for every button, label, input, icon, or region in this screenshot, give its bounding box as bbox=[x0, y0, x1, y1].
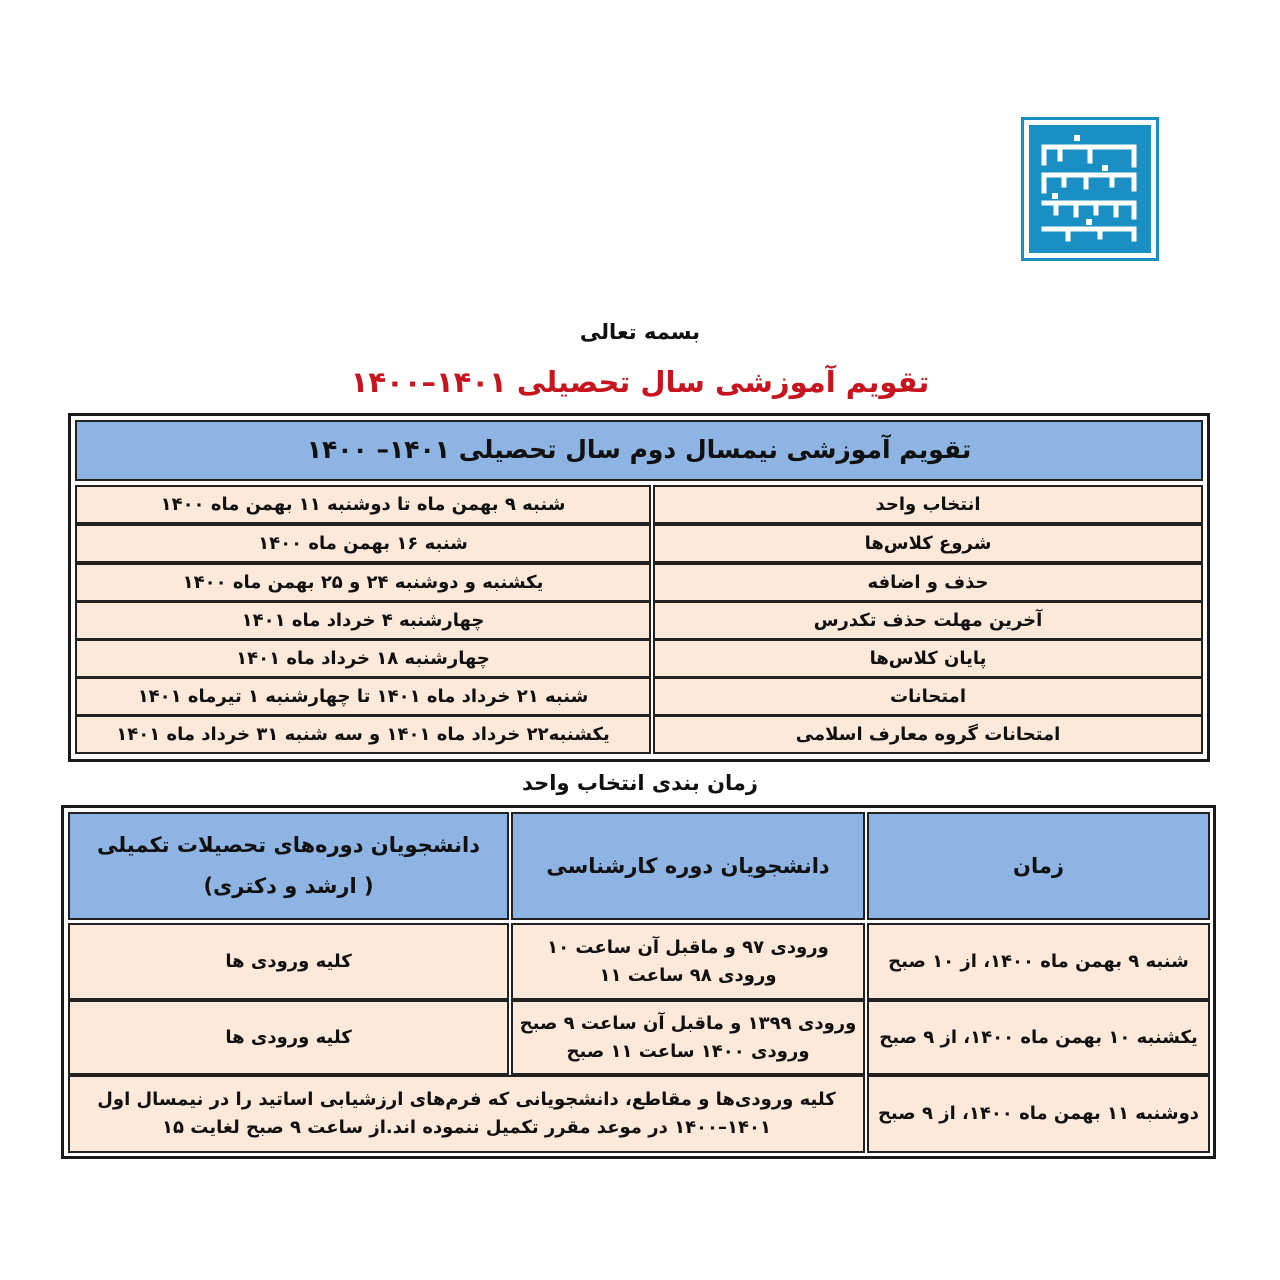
page-title: تقویم آموزشی سال تحصیلی ۱۴۰۱–۱۴۰۰ bbox=[350, 365, 930, 399]
calendar-event-cell: شروع کلاس‌ها bbox=[653, 524, 1203, 563]
calendar-event-cell: امتحانات گروه معارف اسلامی bbox=[653, 715, 1203, 754]
schedule-combined-line: ۱۴۰۱–۱۴۰۰ در موعد مقرر تکمیل ننموده اند.از ساعت ۹ صبح لغایت ۱۵ bbox=[162, 1117, 771, 1138]
schedule-bachelor-cell bbox=[511, 1000, 865, 1075]
calendar-event-cell: انتخاب واحد bbox=[653, 485, 1203, 524]
calendar-date-cell: یکشنبه۲۲ خرداد ماه ۱۴۰۱ و سه شنبه ۳۱ خرداد ماه ۱۴۰۱ bbox=[75, 715, 651, 754]
schedule-header-graduate bbox=[68, 812, 509, 920]
schedule-time-cell: دوشنبه ۱۱ بهمن ماه ۱۴۰۰، از ۹ صبح bbox=[867, 1075, 1210, 1153]
calendar-date-cell: شنبه ۹ بهمن ماه تا دوشنبه ۱۱ بهمن ماه ۱۴۰۰ bbox=[75, 485, 651, 524]
schedule-bachelor-line: ورودی ۹۷ و ماقبل آن ساعت ۱۰ bbox=[547, 936, 829, 958]
schedule-header-graduate-line1: دانشجویان دوره‌های تحصیلات تکمیلی bbox=[96, 833, 481, 858]
schedule-header-time: زمان bbox=[867, 812, 1210, 920]
schedule-bachelor-line: ورودی ۱۴۰۰ ساعت ۱۱ صبح bbox=[566, 1040, 810, 1062]
schedule-header-bachelor: دانشجویان دوره کارشناسی bbox=[511, 812, 865, 920]
schedule-header-graduate-line2: ( ارشد و دکتری) bbox=[203, 874, 374, 898]
calendar-event-cell: حذف و اضافه bbox=[653, 563, 1203, 602]
calendar-event-cell: پایان کلاس‌ها bbox=[653, 639, 1203, 678]
calendar-date-cell: یکشنبه و دوشنبه ۲۴ و ۲۵ بهمن ماه ۱۴۰۰ bbox=[75, 563, 651, 602]
schedule-time-cell: شنبه ۹ بهمن ماه ۱۴۰۰، از ۱۰ صبح bbox=[867, 923, 1210, 1000]
schedule-section-title: زمان بندی انتخاب واحد bbox=[522, 771, 758, 795]
schedule-bachelor-line: ورودی ۱۳۹۹ و ماقبل آن ساعت ۹ صبح bbox=[519, 1012, 857, 1034]
bismillah-heading: بسمه تعالی bbox=[579, 320, 701, 344]
schedule-combined-cell bbox=[68, 1075, 865, 1153]
calendar-date-cell: چهارشنبه ۴ خرداد ماه ۱۴۰۱ bbox=[75, 601, 651, 640]
schedule-bachelor-line: ورودی ۹۸ ساعت ۱۱ bbox=[599, 964, 777, 986]
calendar-date-cell: شنبه ۱۶ بهمن ماه ۱۴۰۰ bbox=[75, 524, 651, 563]
schedule-graduate-cell: کلیه ورودی ها bbox=[68, 1000, 509, 1075]
schedule-time-cell: یکشنبه ۱۰ بهمن ماه ۱۴۰۰، از ۹ صبح bbox=[867, 1000, 1210, 1075]
calendar-table-title: تقویم آموزشی نیمسال دوم سال تحصیلی ۱۴۰۱– ۱۴۰۰ bbox=[75, 420, 1203, 481]
schedule-bachelor-cell bbox=[511, 923, 865, 1000]
calendar-event-cell: امتحانات bbox=[653, 677, 1203, 716]
logo-calligraphy-icon bbox=[1029, 125, 1151, 253]
calendar-date-cell: چهارشنبه ۱۸ خرداد ماه ۱۴۰۱ bbox=[75, 639, 651, 678]
calendar-date-cell: شنبه ۲۱ خرداد ماه ۱۴۰۱ تا چهارشنبه ۱ تیرماه ۱۴۰۱ bbox=[75, 677, 651, 716]
schedule-combined-line: کلیه ورودی‌ها و مقاطع، دانشجویانی که فرم‌های ارزشیابی اساتید را در نیمسال اول bbox=[97, 1089, 836, 1111]
calendar-event-cell: آخرین مهلت حذف تکدرس bbox=[653, 601, 1203, 640]
university-logo bbox=[1021, 117, 1159, 261]
schedule-graduate-cell: کلیه ورودی ها bbox=[68, 923, 509, 1000]
